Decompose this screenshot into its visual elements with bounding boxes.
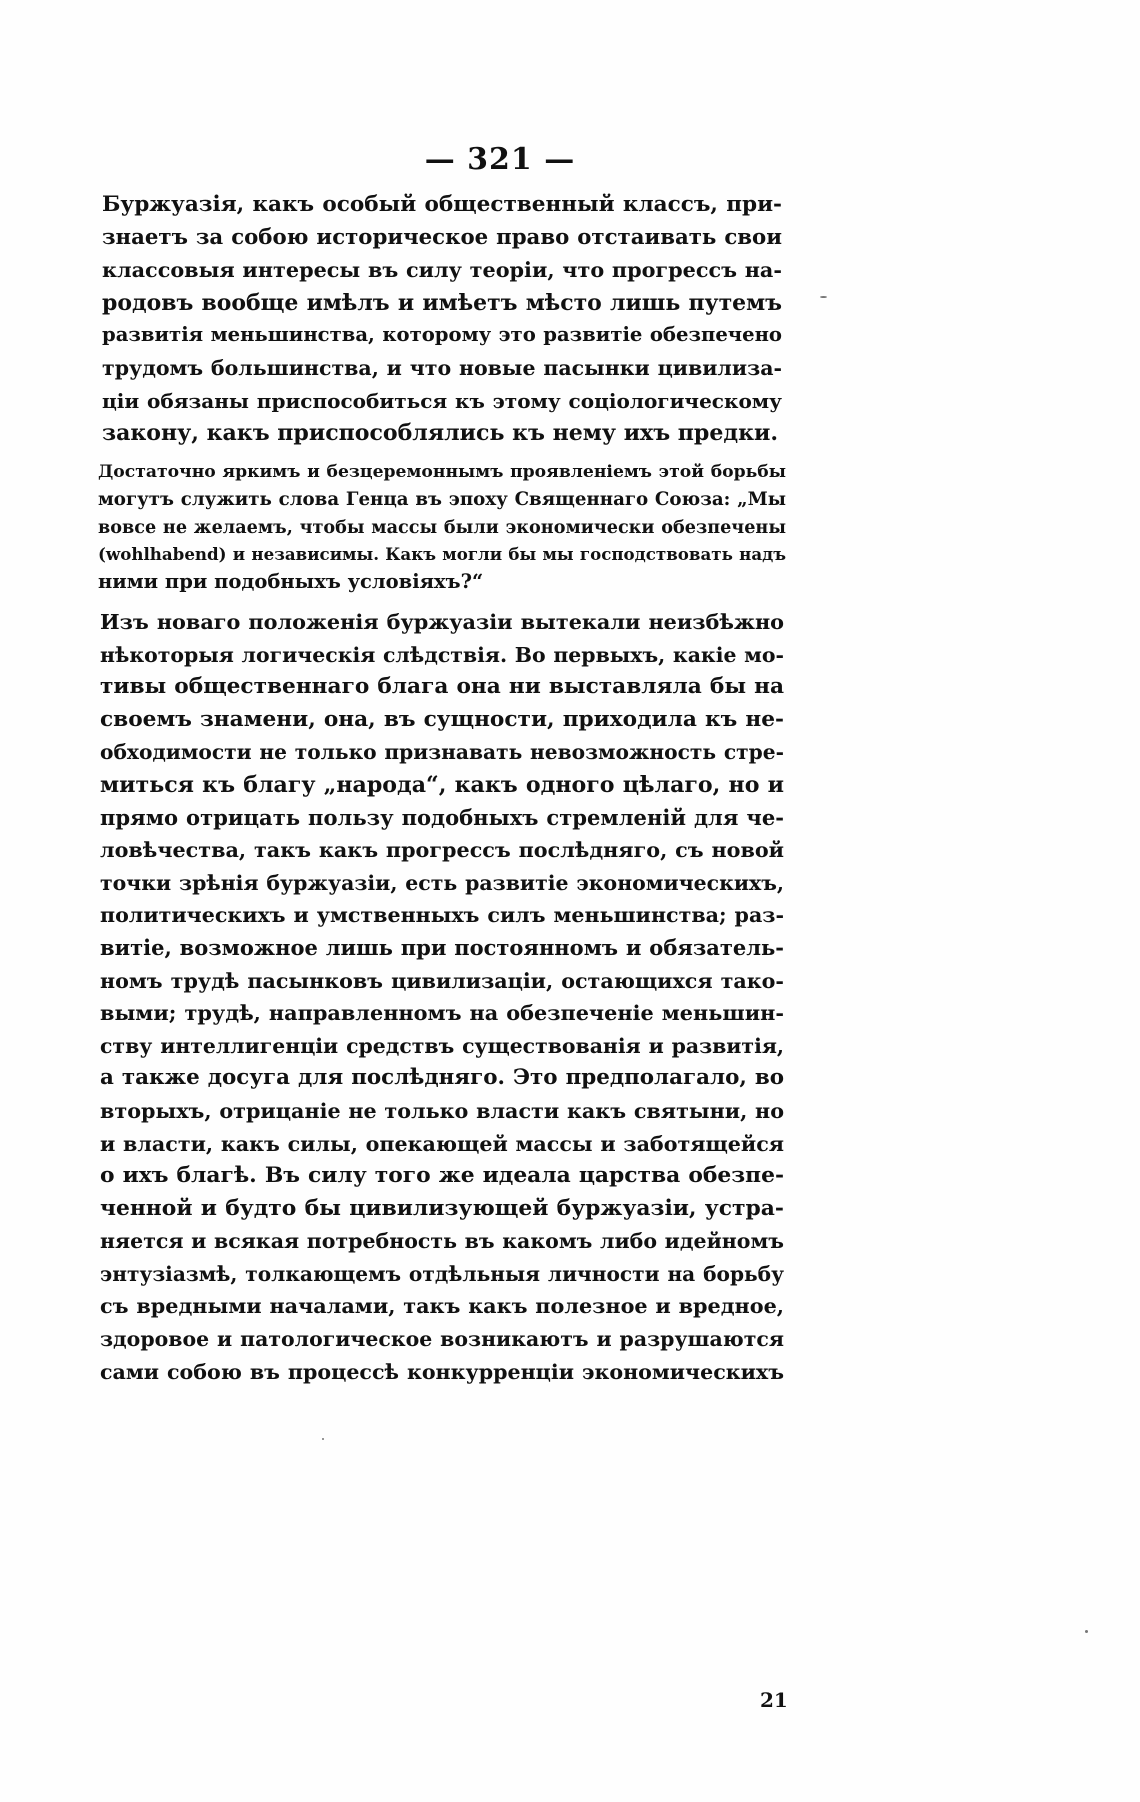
text-line: здоровое и патологическое возникаютъ и разрушаются: [100, 1327, 784, 1352]
paragraph-2: [100, 606, 784, 1388]
text-line: ловѣчества, такъ какъ прогрессъ послѣдняго, съ новой: [100, 838, 784, 863]
text-line: няется и всякая потребность въ какомъ либо идейномъ: [100, 1229, 784, 1254]
footnote-line: ними при подобныхъ условіяхъ?“: [98, 570, 484, 594]
text-line: ціи обязаны приспособиться къ этому соціологическому: [102, 388, 782, 413]
signature-mark: 21: [760, 1688, 788, 1712]
text-line: своемъ знамени, она, въ сущности, приходила къ не-: [100, 706, 784, 732]
footnote-line: вовсе не желаемъ, чтобы массы были экономически обезпечены: [98, 516, 786, 538]
text-line: номъ трудѣ пасынковъ цивилизаціи, остающихся тако-: [100, 968, 784, 993]
text-line: точки зрѣнія буржуазіи, есть развитіе экономическихъ,: [100, 870, 784, 895]
scan-speck: [1085, 1630, 1088, 1633]
footnote: [98, 459, 786, 595]
scan-speck: [820, 296, 827, 298]
text-line: выми; трудѣ, направленномъ на обезпеченіе меньшин-: [100, 1000, 784, 1026]
text-line: трудомъ большинства, и что новые пасынки цивилиза-: [102, 355, 782, 380]
text-line: развитія меньшинства, которому это развитіе обезпечено: [102, 323, 782, 347]
text-line: витіе, возможное лишь при постоянномъ и обязатель-: [100, 934, 784, 960]
text-line: ству интеллигенціи средствъ существованія и развитія,: [100, 1033, 784, 1058]
text-line: политическихъ и умственныхъ силъ меньшинства; раз-: [100, 903, 784, 928]
text-line: а также досуга для послѣдняго. Это предполагало, во: [100, 1065, 784, 1091]
footnote-line: (wohlhabend) и независимы. Какъ могли бы мы господствовать надъ: [98, 543, 786, 564]
text-line: закону, какъ приспособлялись къ нему ихъ предки.: [102, 420, 779, 447]
text-line: прямо отрицать пользу подобныхъ стремленій для че-: [100, 804, 784, 830]
footnote-line: могутъ служить слова Генца въ эпоху Священнаго Союза: „Мы: [98, 489, 786, 511]
text-line: нѣкоторыя логическія слѣдствія. Во первыхъ, какіе мо-: [100, 642, 784, 667]
footnote-line: Достаточно яркимъ и безцеремоннымъ проявленіемъ этой борьбы: [98, 462, 786, 482]
text-line: Буржуазія, какъ особый общественный классъ, при-: [102, 192, 782, 217]
text-line: миться къ благу „народа“, какъ одного цѣлаго, но и: [100, 771, 784, 798]
text-line: о ихъ благѣ. Въ силу того же идеала царства обезпе-: [100, 1163, 784, 1189]
text-line: родовъ вообще имѣлъ и имѣетъ мѣсто лишь путемъ: [102, 289, 782, 316]
text-line: тивы общественнаго блага она ни выставляла бы на: [100, 674, 784, 700]
text-line: энтузіазмѣ, толкающемъ отдѣльныя личности на борьбу: [100, 1261, 784, 1286]
text-line: и власти, какъ силы, опекающей массы и заботящейся: [100, 1131, 784, 1156]
text-line: Изъ новаго положенія буржуазіи вытекали неизбѣжно: [100, 609, 784, 634]
scan-speck: [322, 1438, 324, 1440]
text-line: обходимости не только признавать невозможность стре-: [100, 740, 784, 765]
page-number: — 321 —: [424, 142, 576, 177]
text-line: сами собою въ процессѣ конкурренціи экономическихъ: [100, 1359, 784, 1384]
text-line: ченной и будто бы цивилизующей буржуазіи, устра-: [100, 1195, 784, 1221]
text-line: вторыхъ, отрицаніе не только власти какъ святыни, но: [100, 1098, 784, 1123]
text-line: знаетъ за собою историческое право отстаивать свои: [102, 224, 782, 250]
text-line: классовыя интересы въ силу теоріи, что прогрессъ на-: [102, 258, 782, 283]
paragraph-1: [102, 189, 782, 450]
text-line: съ вредными началами, такъ какъ полезное и вредное,: [100, 1294, 784, 1319]
